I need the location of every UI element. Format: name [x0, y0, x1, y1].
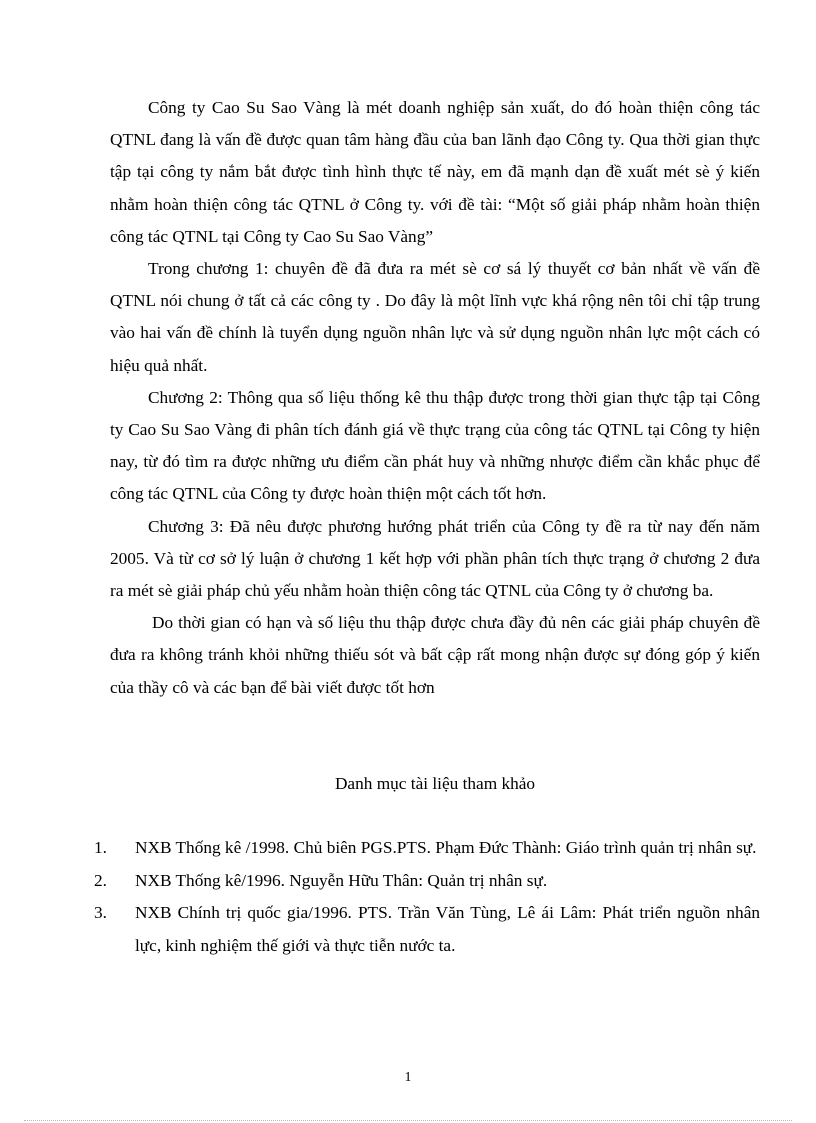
- paragraph-chapter-1: Trong chương 1: chuyên đề đã đưa ra mét sè cơ sá lý thuyết cơ bản nhất về vấn đề QTNL nói chung ở tất cả các công ty . Do đây là một lĩnh vực khá rộng nên tôi chỉ tập trung vào hai vấn đề chính là tuyển dụng nguồn nhân lực và sử dụng nguồn nhân lực một cách có hiệu quả nhất.: [110, 259, 760, 375]
- reference-number: 3.: [94, 903, 107, 922]
- reference-item: [94, 865, 760, 898]
- paragraph-closing: Do thời gian có hạn và số liệu thu thập được chưa đầy đủ nên các giải pháp chuyên đề đưa ra không tránh khỏi những thiếu sót và bất cập rất mong nhận được sự đóng góp ý kiến của thầy cô và các bạn để bài viết được tốt hơn: [110, 613, 760, 697]
- paragraph-chapter-3: Chương 3: Đã nêu được phương hướng phát triển của Công ty đề ra từ nay đến năm 2005. Và từ cơ sở lý luận ở chương 1 kết hợp với phần phân tích thực trạng ở chương 2 đưa ra mét sè giải pháp chủ yếu nhằm hoàn thiện công tác QTNL của Công ty ở chương ba.: [110, 516, 760, 601]
- page-number: 1: [404, 1070, 412, 1085]
- reference-number: 2.: [94, 870, 107, 890]
- references-list: [94, 832, 760, 962]
- page-bottom-border: [24, 1120, 792, 1121]
- paragraph-introduction: Công ty Cao Su Sao Vàng là mét doanh nghiệp sản xuất, do đó hoàn thiện công tác QTNL đang là vấn đề được quan tâm hàng đầu của ban lãnh đạo Công ty. Qua thời gian thực tập tại công ty nắm bắt được tình hình thực tế này, em đã mạnh dạn đề xuất mét sè ý kiến nhằm hoàn thiện công tác QTNL ở Công ty. với đề tài: “Một số giải pháp nhằm hoàn thiện công tác QTNL tại Công ty Cao Su Sao Vàng”: [110, 98, 760, 246]
- reference-item: [94, 897, 760, 962]
- body-text: [110, 92, 760, 704]
- reference-text: NXB Thống kê /1998. Chủ biên PGS.PTS. Phạm Đức Thành: Giáo trình quản trị nhân sự.: [135, 838, 757, 857]
- reference-item: [94, 832, 760, 865]
- paragraph-chapter-2: Chương 2: Thông qua số liệu thống kê thu thập được trong thời gian thực tập tại Công ty Cao Su Sao Vàng đi phân tích đánh giá về thực trạng của công tác QTNL tại Công ty hiện nay, từ đó tìm ra được những ưu điểm cần phát huy và những nhược điểm cần khắc phục để công tác QTNL của Công ty được hoàn thiện một cách tốt hơn.: [110, 387, 760, 504]
- reference-text: NXB Chính trị quốc gia/1996. PTS. Trần Văn Tùng, Lê ái Lâm: Phát triển nguồn nhân lực, kinh nghiệm thế giới và thực tiễn nước ta.: [135, 903, 760, 955]
- reference-number: 1.: [94, 838, 107, 857]
- reference-text: NXB Thống kê/1996. Nguyễn Hữu Thân: Quản trị nhân sự.: [135, 870, 548, 890]
- references-heading: Danh mục tài liệu tham khảo: [334, 774, 536, 793]
